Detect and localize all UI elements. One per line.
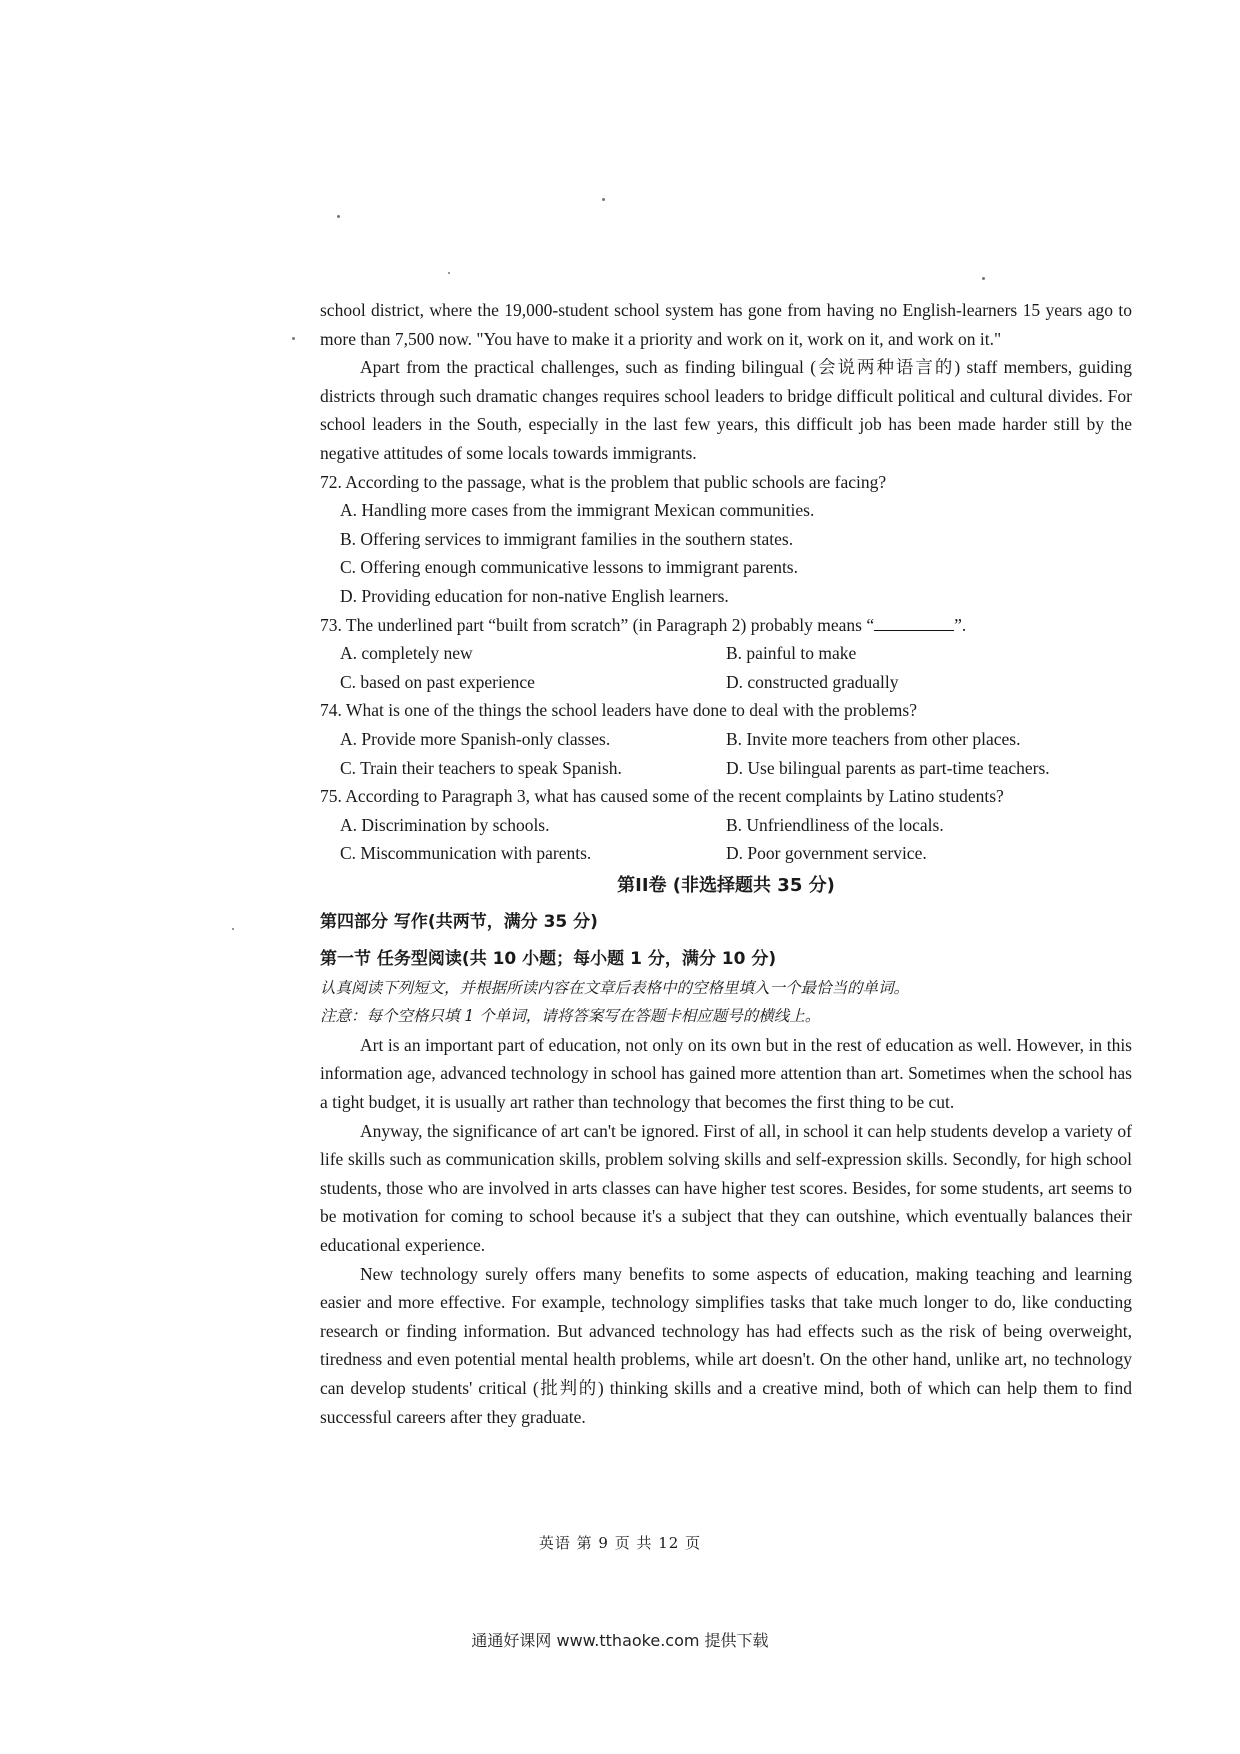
answer-option: C. Train their teachers to speak Spanish. [340, 757, 622, 778]
scan-speck [337, 215, 340, 218]
download-watermark: 通通好课网 www.tthaoke.com 提供下载 [471, 1631, 769, 1650]
scan-speck [982, 277, 985, 280]
scan-speck [292, 337, 295, 340]
question-stem-text: 73. The underlined part “built from scratch” (in Paragraph 2) probably means “ [320, 614, 875, 635]
exam-content [320, 296, 1132, 1431]
passage-paragraph: Apart from the practical challenges, such as finding bilingual (会说两种语言的) staff members, guiding districts through such dramatic changes requires school leaders to bridge difficult political and cultural divides. For school leaders in the South, especially in the last few years, this difficult job has been made harder still by the negative attitudes of some locals towards immigrants. [320, 357, 1132, 463]
answer-blank [874, 614, 954, 631]
question-75 [320, 782, 1132, 868]
answer-option: D. constructed gradually [726, 671, 899, 692]
answer-option: D. Poor government service. [726, 843, 927, 864]
scan-speck [232, 928, 234, 930]
answer-option: D. Use bilingual parents as part-time teachers. [726, 757, 1050, 778]
passage-paragraph: New technology surely offers many benefits to some aspects of education, making teaching and learning easier and more effective. For example, technology simplifies tasks that take much longer to do, like conducting research or finding information. But advanced technology has had effects such as the risk of being overweight, tiredness and even potential mental health problems, while art doesn't. On the other hand, unlike art, no technology can develop students' critical (批判的) thinking skills and a creative mind, both of which can help them to find successful careers after they graduate. [320, 1263, 1132, 1427]
page-footer: 英语 第 9 页 共 12 页 [538, 1534, 702, 1552]
answer-option: A. completely new [340, 643, 473, 664]
answer-option: A. Handling more cases from the immigrant Mexican communities. [340, 500, 815, 521]
passage-paragraph-continued: school district, where the 19,000-student school system has gone from having no English-learners 15 years ago to more than 7,500 now. "You have to make it a priority and work on it, work on it, and work on it." [320, 300, 1132, 349]
passage-paragraph: Anyway, the significance of art can't be ignored. First of all, in school it can help students develop a variety of life skills such as communication skills, problem solving skills and self-expression skills. Secondly, for high school students, those who are involved in arts classes can have higher test scores. Besides, for some students, art seems to be motivation for coming to school because it's a subject that they can outshine, which eventually balances their educational experience. [320, 1120, 1132, 1255]
answer-option: B. Offering services to immigrant families in the southern states. [340, 528, 794, 549]
instruction-line: 认真阅读下列短文，并根据所读内容在文章后表格中的空格里填入一个最恰当的单词。 [320, 978, 910, 997]
question-72 [320, 468, 1132, 611]
answer-option: A. Discrimination by schools. [340, 814, 550, 835]
answer-option: C. Miscommunication with parents. [340, 843, 592, 864]
answer-option: A. Provide more Spanish-only classes. [340, 728, 611, 749]
question-stem: 72. According to the passage, what is the problem that public schools are facing? [320, 471, 887, 492]
question-73 [320, 611, 1132, 697]
question-stem-end: ”. [954, 614, 967, 635]
answer-option: B. painful to make [726, 643, 857, 664]
scan-speck [602, 198, 605, 201]
question-stem: 74. What is one of the things the school leaders have done to deal with the problems? [320, 700, 917, 721]
answer-option: C. based on past experience [340, 671, 535, 692]
answer-option: C. Offering enough communicative lessons to immigrant parents. [340, 557, 798, 578]
answer-option: D. Providing education for non-native English learners. [340, 585, 729, 606]
passage-paragraph: Art is an important part of education, not only on its own but in the rest of education as well. However, in this information age, advanced technology in school has gained more attention than art. Sometimes when the school has a tight budget, it is usually art rather than technology that becomes the first thing to be cut. [320, 1034, 1132, 1113]
section-title: 第一节 任务型阅读(共 10 小题；每小题 1 分，满分 10 分) [320, 949, 777, 970]
question-stem [320, 611, 1132, 640]
part-title: 第四部分 写作(共两节，满分 35 分) [320, 912, 598, 933]
instruction-line: 注意：每个空格只填 1 个单词，请将答案写在答题卡相应题号的横线上。 [320, 1007, 821, 1026]
question-74 [320, 696, 1132, 782]
scan-speck [448, 272, 450, 274]
answer-option: B. Invite more teachers from other places. [726, 728, 1021, 749]
volume-title: 第II卷 (非选择题共 35 分) [617, 874, 835, 896]
answer-option: B. Unfriendliness of the locals. [726, 814, 944, 835]
question-stem: 75. According to Paragraph 3, what has caused some of the recent complaints by Latino students? [320, 786, 1004, 807]
